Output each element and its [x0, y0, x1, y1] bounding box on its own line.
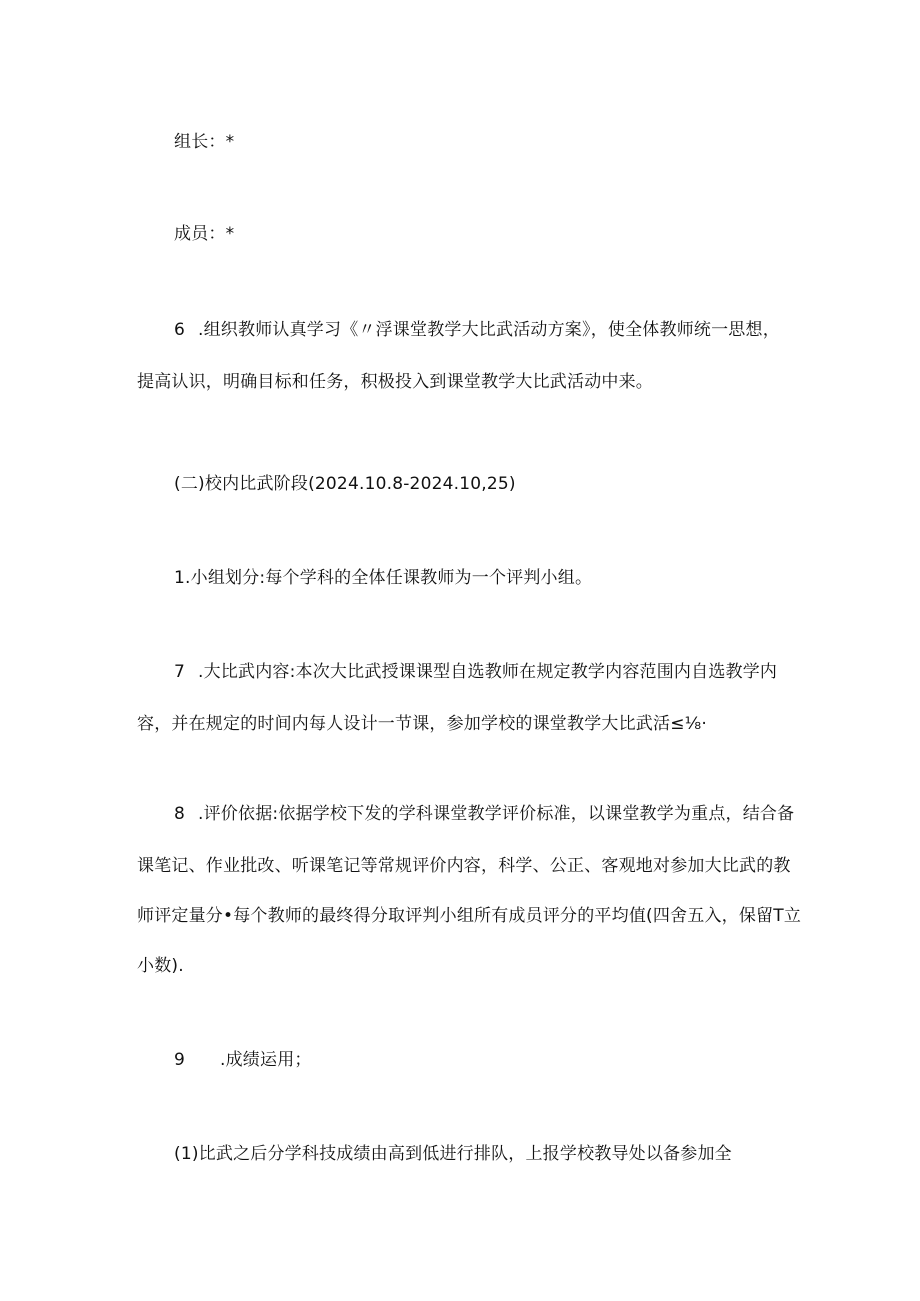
- item-7-text: .大比武内容:本次大比武授课课型自选教师在规定教学内容范围内自选教学内: [198, 662, 778, 682]
- item-6-line-2: 提高认识，明确目标和任务，积极投入到课堂教学大比武活动中来。: [137, 372, 653, 392]
- item-1: 1.小组划分:每个学科的全体任课教师为一个评判小组。: [174, 568, 593, 588]
- item-6-number: 6: [174, 320, 186, 340]
- item-8-line-4: 小数).: [137, 956, 184, 976]
- group-leader: 组长：*: [174, 132, 235, 152]
- sub-item-1: (1)比武之后分学科技成绩由高到低进行排队，上报学校教导处以备参加全: [174, 1144, 732, 1164]
- group-members: 成员：*: [174, 224, 235, 244]
- item-7-number: 7: [174, 662, 186, 682]
- item-7-line-1: [174, 660, 777, 684]
- item-9-text: .成绩运用；: [220, 1050, 312, 1070]
- item-6-line-1: [174, 318, 780, 342]
- item-8-line-1: [174, 802, 794, 826]
- stage-2-heading: (二)校内比武阶段(2024.10.8-2024.10,25): [174, 474, 516, 494]
- item-9: [174, 1048, 312, 1072]
- item-6-text: .组织教师认真学习《〃浮课堂教学大比武活动方案》，使全体教师统一思想，: [198, 320, 780, 340]
- item-8-number: 8: [174, 804, 186, 824]
- item-8-line-3: 师评定量分•每个教师的最终得分取评判小组所有成员评分的平均值(四舍五入，保留T立: [137, 906, 802, 926]
- item-8-text: .评价依据:依据学校下发的学科课堂教学评价标准，以课堂教学为重点，结合备: [198, 804, 795, 824]
- item-7-line-2: 容，并在规定的时间内每人设计一节课，参加学校的课堂教学大比武活≤⅛·: [137, 714, 707, 734]
- item-9-number: 9: [174, 1050, 186, 1070]
- item-8-line-2: 课笔记、作业批改、听课笔记等常规评价内容，科学、公正、客观地对参加大比武的教: [137, 856, 791, 876]
